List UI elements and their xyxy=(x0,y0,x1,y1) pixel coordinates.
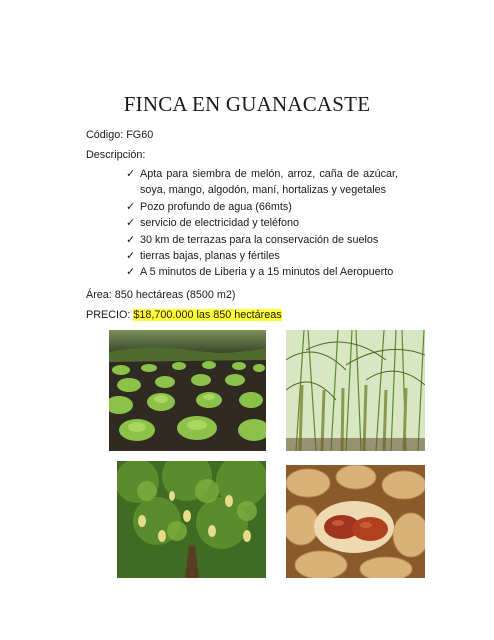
feature-item xyxy=(126,248,398,264)
feature-text: A 5 minutos de Liberia y a 15 minutos del Aeropuerto xyxy=(140,266,394,279)
price-label: PRECIO: xyxy=(86,309,134,321)
price-value: $18,700.000 las 850 hectáreas xyxy=(133,309,282,321)
feature-text: Apta para siembra de melón, arroz, caña de azúcar, soya, mango, algodón, maní, hortalizas y vegetales xyxy=(140,168,398,197)
code-line: Código: FG60 xyxy=(86,129,154,141)
checkmark-icon: ✓ xyxy=(126,233,136,246)
checkmark-icon: ✓ xyxy=(126,200,136,213)
peanuts-photo xyxy=(286,465,425,578)
features-list xyxy=(126,166,398,281)
checkmark-icon: ✓ xyxy=(126,250,136,263)
checkmark-icon: ✓ xyxy=(126,266,136,279)
checkmark-icon: ✓ xyxy=(126,217,136,230)
feature-item xyxy=(126,264,398,280)
feature-text: tierras bajas, planas y fértiles xyxy=(140,250,280,263)
sugarcane-photo xyxy=(286,330,425,451)
feature-text: Pozo profundo de agua (66mts) xyxy=(140,200,292,213)
feature-item xyxy=(126,166,398,199)
price-line xyxy=(86,309,282,321)
page-title: FINCA EN GUANACASTE xyxy=(123,92,371,116)
description-label: Descripción: xyxy=(86,149,146,161)
area-line: Área: 850 hectáreas (8500 m2) xyxy=(86,289,236,301)
mango-tree-photo xyxy=(117,461,266,578)
checkmark-icon: ✓ xyxy=(126,168,136,180)
lettuce-field-photo xyxy=(109,330,266,451)
feature-item xyxy=(126,232,398,248)
feature-text: servicio de electricidad y teléfono xyxy=(140,217,300,230)
feature-text: 30 km de terrazas para la conservación de suelos xyxy=(140,233,379,246)
feature-item xyxy=(126,215,398,231)
feature-item xyxy=(126,199,398,215)
